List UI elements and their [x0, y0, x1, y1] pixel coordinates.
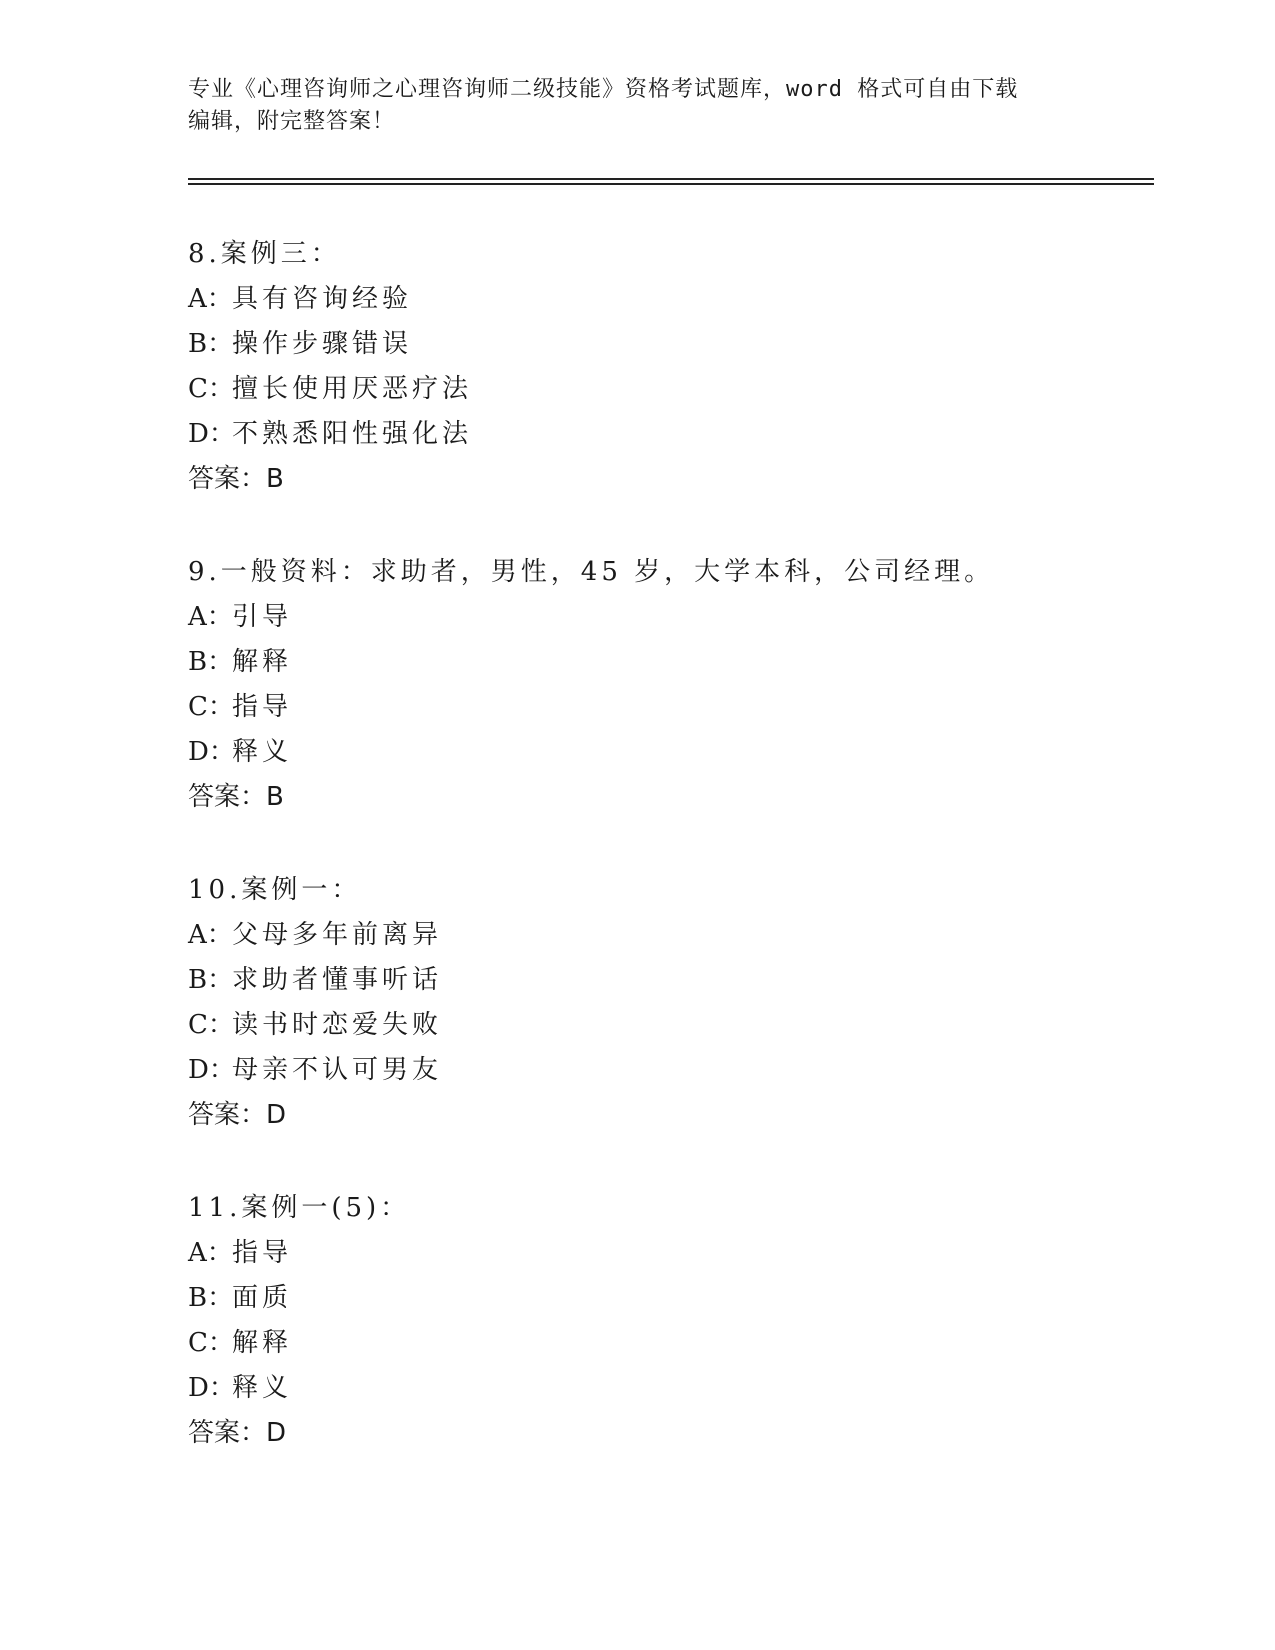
answer-label: 答案：B — [188, 782, 284, 812]
option-text: 求助者懂事听话 — [232, 965, 443, 995]
option-c — [188, 685, 1148, 730]
question-9 — [188, 550, 1148, 820]
option-key: D： — [188, 419, 235, 449]
option-key: A： — [188, 602, 233, 632]
question-8 — [188, 232, 1148, 502]
option-d — [188, 412, 1148, 457]
option-text: 指导 — [232, 692, 293, 722]
option-text: 读书时恋爱失败 — [232, 1010, 443, 1040]
option-key: B： — [188, 647, 234, 677]
option-text: 解释 — [232, 647, 293, 677]
option-key: C： — [188, 1010, 234, 1040]
option-text: 释义 — [232, 737, 293, 767]
option-a — [188, 1231, 1148, 1276]
option-text: 引导 — [232, 602, 293, 632]
question-10 — [188, 868, 1148, 1138]
option-text: 释义 — [232, 1373, 293, 1403]
option-a — [188, 595, 1148, 640]
option-b — [188, 322, 1148, 367]
question-stem: 10.案例一： — [188, 875, 362, 905]
question-stem: 8.案例三： — [188, 239, 341, 269]
answer-label: 答案：D — [188, 1100, 287, 1130]
option-key: B： — [188, 1283, 234, 1313]
option-text: 操作步骤错误 — [232, 329, 413, 359]
option-c — [188, 1003, 1148, 1048]
option-text: 面质 — [232, 1283, 293, 1313]
option-d — [188, 1048, 1148, 1093]
option-text: 不熟悉阳性强化法 — [232, 419, 473, 449]
question-11 — [188, 1186, 1148, 1456]
option-text: 解释 — [232, 1328, 293, 1358]
option-c — [188, 1321, 1148, 1366]
option-b — [188, 640, 1148, 685]
document-header — [188, 74, 1088, 138]
option-b — [188, 1276, 1148, 1321]
answer-label: 答案：D — [188, 1418, 287, 1448]
header-line-2: 编辑，附完整答案！ — [188, 109, 396, 134]
option-a — [188, 277, 1148, 322]
option-text: 父母多年前离异 — [232, 920, 443, 950]
option-d — [188, 1366, 1148, 1411]
option-text: 具有咨询经验 — [232, 284, 413, 314]
option-key: A： — [188, 284, 233, 314]
question-stem: 11.案例一(5)： — [188, 1193, 411, 1223]
option-key: C： — [188, 1328, 234, 1358]
option-c — [188, 367, 1148, 412]
header-line-1: 专业《心理咨询师之心理咨询师二级技能》资格考试题库，word 格式可自由下载 — [188, 77, 1019, 102]
option-text: 母亲不认可男友 — [232, 1055, 443, 1085]
answer-label: 答案：B — [188, 464, 284, 494]
question-stem: 9.一般资料：求助者，男性，45 岁，大学本科，公司经理。 — [188, 557, 995, 587]
header-divider-top — [188, 178, 1154, 180]
option-a — [188, 913, 1148, 958]
option-b — [188, 958, 1148, 1003]
option-text: 擅长使用厌恶疗法 — [232, 374, 473, 404]
header-divider-bottom — [188, 183, 1154, 185]
option-key: D： — [188, 1373, 235, 1403]
option-key: B： — [188, 329, 234, 359]
option-key: C： — [188, 692, 234, 722]
option-key: D： — [188, 737, 235, 767]
option-key: B： — [188, 965, 234, 995]
option-key: C： — [188, 374, 234, 404]
option-text: 指导 — [232, 1238, 293, 1268]
option-key: A： — [188, 920, 233, 950]
option-key: A： — [188, 1238, 233, 1268]
option-key: D： — [188, 1055, 235, 1085]
option-d — [188, 730, 1148, 775]
